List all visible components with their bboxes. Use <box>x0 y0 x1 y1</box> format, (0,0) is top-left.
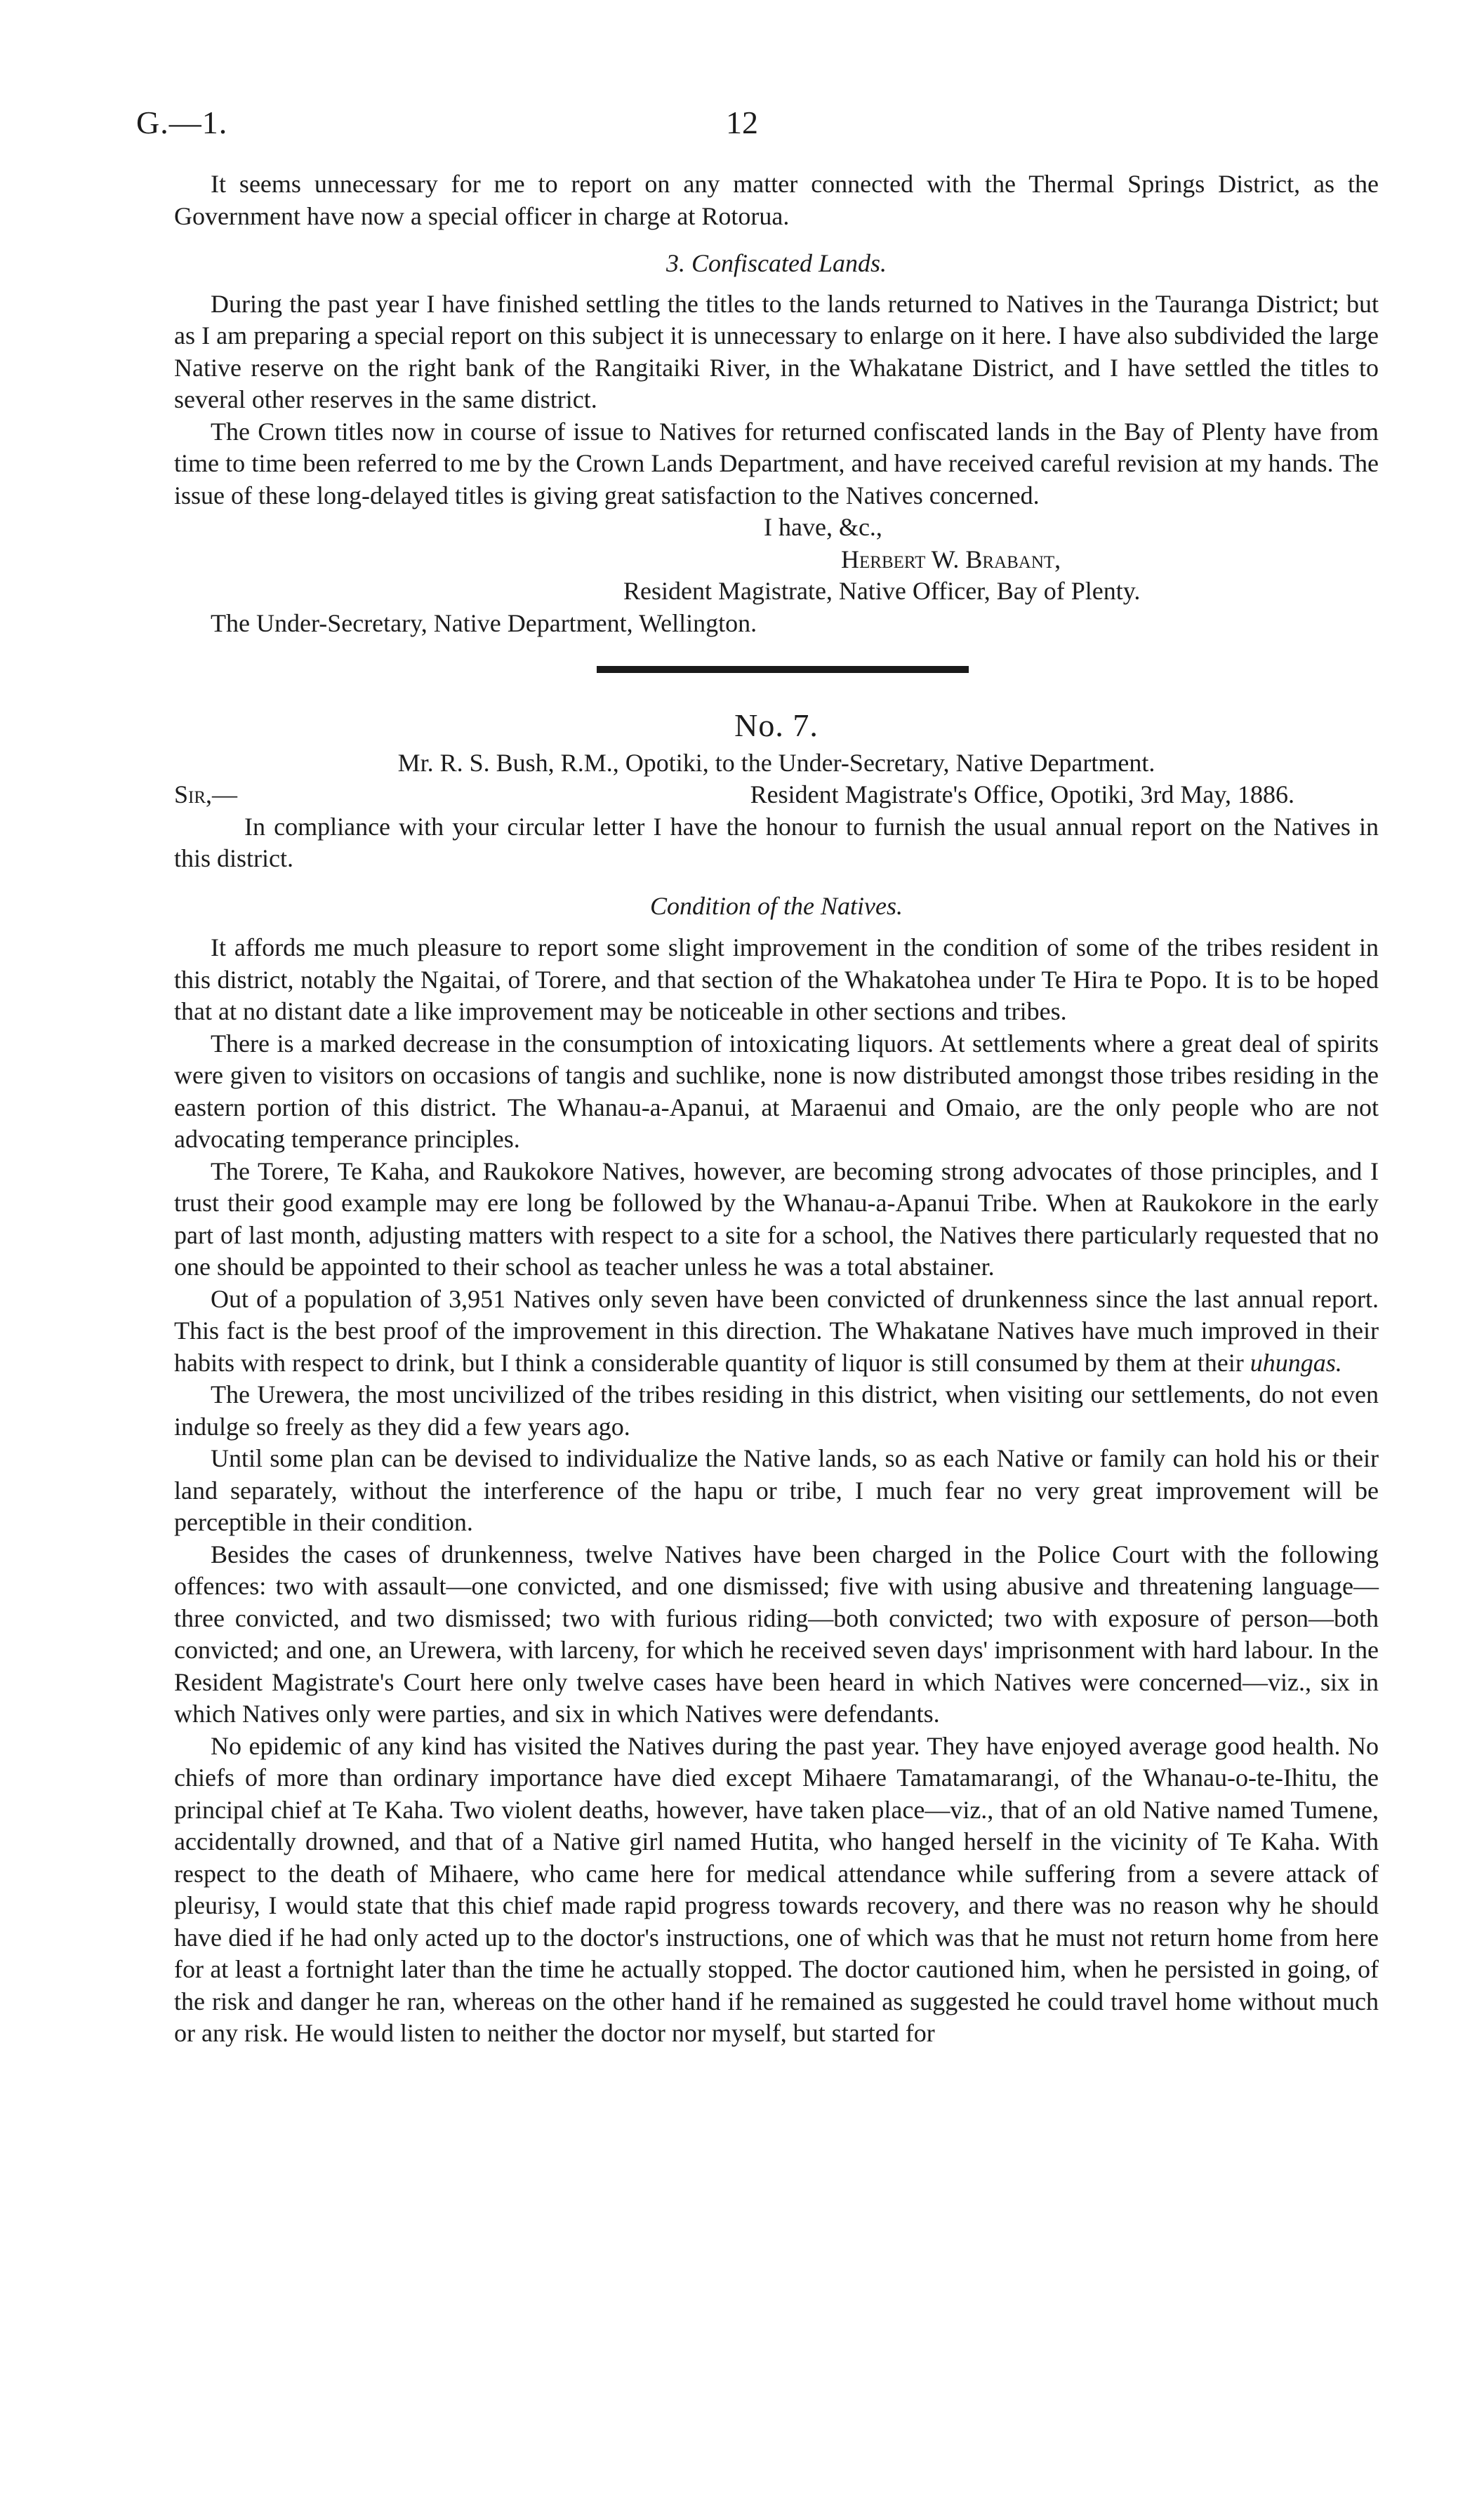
paragraph-offences: Besides the cases of drunkenness, twelve Natives have been charged in the Police Court with the following offences: two with assault—one convicted, and one dismissed; five with using abusive and threatening language—three convicted, and two dismissed; two with furious riding—both convicted; two with exposure of person—both convicted; and one, an Urewera, with larceny, for which he received seven days' imprisonment with hard labour. In the Resident Magistrate's Court here only twelve cases have been heard in which Natives were concerned—viz., six in which Natives only were parties, and six in which Natives were defendants. <box>174 1540 1379 1728</box>
signoff-name: Herbert W. Brabant, <box>841 545 1061 573</box>
section-divider <box>174 639 1379 704</box>
paragraph-health: No epidemic of any kind has visited the Natives during the past year. They have enjoyed average good health. No chiefs of more than ordinary importance have died except Mihaere Tamatamarangi, of the Whanau-o-te-Ihitu, the principal chief at Te Kaha. Two violent deaths, however, have taken place—viz., that of an old Native named Tumene, accidentally drowned, and that of a Native girl named Hutita, who hanged herself in the vicinity of Te Kaha. With respect to the death of Mihaere, who came here for medical attendance while suffering from a severe attack of pleurisy, I would state that this chief made rapid progress towards recovery, and there was no reason why he should have died if he had only acted up to the doctor's instructions, one of which was that he must not return home from here for at least a fortnight later than the time he actually stopped. The doctor cautioned him, when he persisted in going, of the risk and danger he ran, whereas on the other hand if he remained as suggested he could travel home without much or any risk. He would listen to neither the doctor nor myself, but started for <box>174 1731 1379 2047</box>
condition-heading: Condition of the Natives. <box>650 891 903 920</box>
paragraph-confiscated-1: During the past year I have finished settling the titles to the lands returned to Natives in the Tauranga District; but as I am preparing a special report on this subject it is unnecessary to enlarge on it here. I have also subdivided the large Native reserve on the right bank of the Rangitaiki River, in the Whakatane District, and I have settled the titles to several other reserves in the same district. <box>174 289 1379 413</box>
letter-from-to: Mr. R. S. Bush, R.M., Opotiki, to the Under-Secretary, Native Department. <box>397 748 1155 777</box>
signoff-title: Resident Magistrate, Native Officer, Bay of Plenty. <box>623 577 1141 605</box>
document-body <box>174 168 1379 2050</box>
paragraph-3: The Torere, Te Kaha, and Raukokore Natives, however, are becoming strong advocates of those principles, and I trust their good example may ere long be followed by the Whanau-a-Apanui Tribe. When at Raukokore in the early part of last month, adjusting matters with respect to a site for a school, the Natives there particularly requested that no one should be appointed to their school as teacher unless he was a total abstainer. <box>174 1156 1379 1281</box>
office-date: Resident Magistrate's Office, Opotiki, 3rd May, 1886. <box>750 780 1294 808</box>
letter-salutation-row <box>174 779 1379 811</box>
signoff-addressee: The Under-Secretary, Native Department, Wellington. <box>211 608 757 637</box>
letter-intro: In compliance with your circular letter I have the honour to furnish the usual annual report on the Natives in this district. <box>174 812 1379 872</box>
paragraph-lands: Until some plan can be devised to individualize the Native lands, so as each Native or family can hold his or their land separately, without the interference of the hapu or tribe, I much fear no very great improvement will be perceptible in their condition. <box>174 1444 1379 1536</box>
paragraph-1: It affords me much pleasure to report some slight improvement in the condition of some of the tribes resident in this district, notably the Ngaitai, of Torere, and that section of the Whakatohea under Te Hira te Popo. It is to be hoped that at no distant date a like improvement may be noticeable in other sections and tribes. <box>174 933 1379 1025</box>
page-number: 12 <box>726 105 758 140</box>
paragraph-urewera: The Urewera, the most uncivilized of the tribes residing in this district, when visiting our settlements, do not even indulge so freely as they did a few years ago. <box>174 1380 1379 1441</box>
population-italic-word: uhungas. <box>1250 1348 1342 1377</box>
divider-rule <box>597 666 969 673</box>
paragraph-thermal: It seems unnecessary for me to report on any matter connected with the Thermal Springs District, as the Government have now a special officer in charge at Rotorua. <box>174 170 1379 230</box>
signoff-i-have: I have, &c., <box>764 513 882 541</box>
document-reference: G.—1. <box>136 105 228 140</box>
section-heading-confiscated <box>174 248 1379 280</box>
section-heading-text: 3. Confiscated Lands. <box>665 249 887 277</box>
population-text: Out of a population of 3,951 Natives only seven have been convicted of drunkenness since the last annual report. This fact is the best proof of the improvement in this direction. The Whakatane Natives have much improved in their habits with respect to drink, but I think a considerable quantity of liquor is still consumed by them at their <box>174 1284 1379 1377</box>
salutation: Sir,— <box>174 780 238 808</box>
letter-number-heading: No. 7. <box>734 707 819 743</box>
paragraph-confiscated-2: The Crown titles now in course of issue to Natives for returned confiscated lands in the Bay of Plenty have from time to time been referred to me by the Crown Lands Department, and have received careful revision at my hands. The issue of these long-delayed titles is giving great satisfaction to the Natives concerned. <box>174 417 1379 509</box>
paragraph-2: There is a marked decrease in the consumption of intoxicating liquors. At settlements where a great deal of spirits were given to visitors on occasions of tangis and suchlike, none is now distributed amongst those tribes residing in the eastern portion of this district. The Whanau-a-Apanui, at Maraenui and Omaio, are the only people who are not advocating temperance principles. <box>174 1029 1379 1153</box>
paragraph-population <box>174 1284 1379 1380</box>
